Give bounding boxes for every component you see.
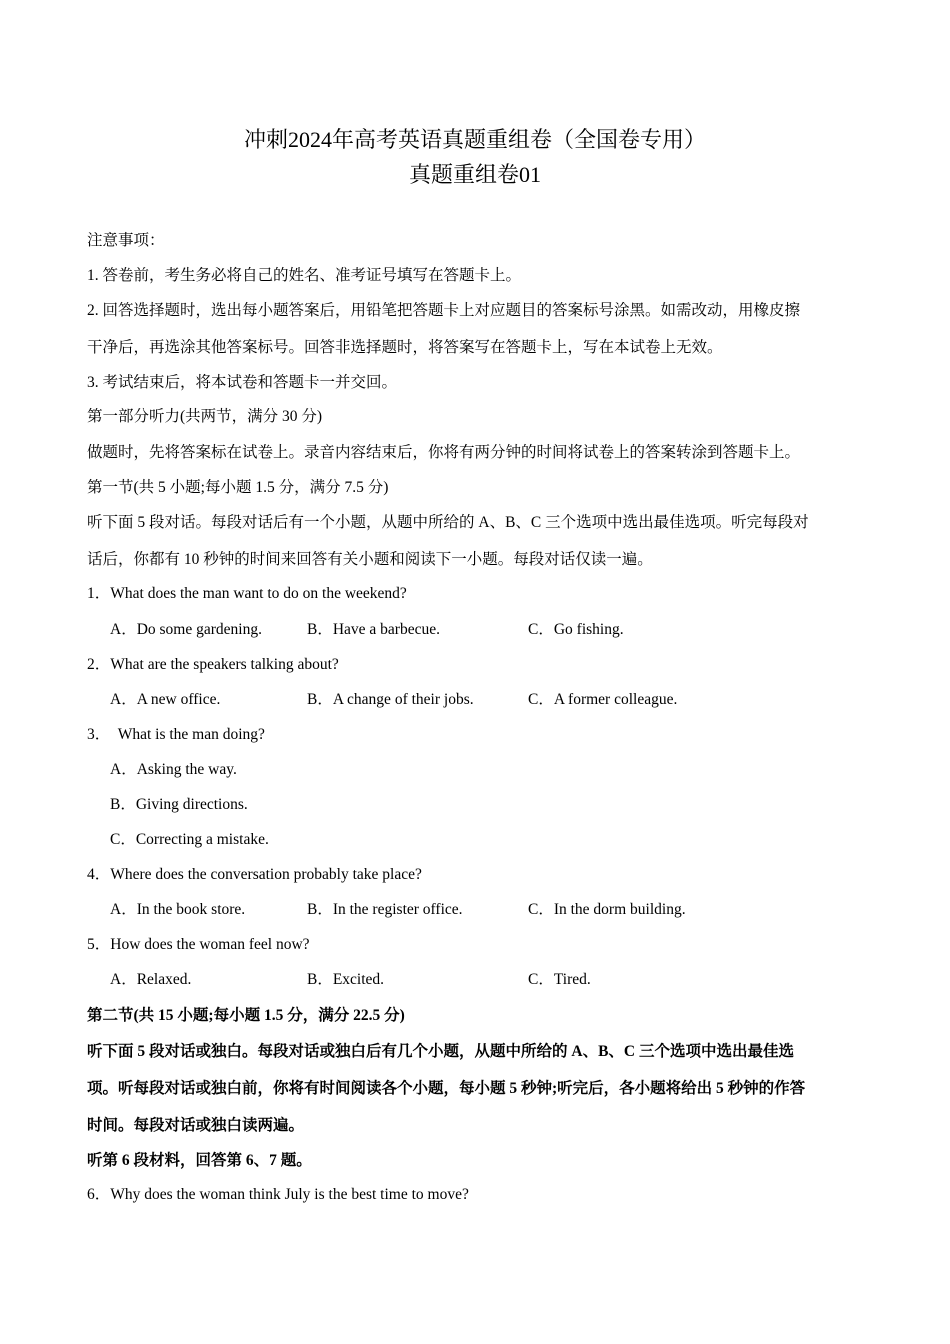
question-3-stem: 3． What is the man doing?: [87, 726, 265, 743]
notice-item-2-line2: 干净后，再选涂其他答案标号。回答非选择题时，将答案写在答题卡上，写在本试卷上无效。: [87, 339, 723, 356]
section1-heading: 第一节(共 5 小题;每小题 1.5 分，满分 7.5 分): [87, 479, 389, 496]
section2-heading: 第二节(共 15 小题;每小题 1.5 分，满分 22.5 分): [87, 1007, 405, 1024]
notice-item-2-line1: 2. 回答选择题时，选出每小题答案后，用铅笔把答题卡上对应题目的答案标号涂黑。如需改动，用橡皮擦: [87, 302, 801, 319]
question-4-stem: 4．Where does the conversation probably take place?: [87, 866, 422, 883]
question-2-option-a: A．A new office.: [110, 691, 221, 708]
question-5-stem: 5．How does the woman feel now?: [87, 936, 310, 953]
section1-instruction-line1: 听下面 5 段对话。每段对话后有一个小题，从题中所给的 A、B、C 三个选项中选出最佳选项。听完每段对: [87, 514, 809, 531]
question-2-option-b: B．A change of their jobs.: [307, 691, 474, 708]
question-3-option-c: C．Correcting a mistake.: [110, 831, 269, 848]
exam-title: 冲刺2024年高考英语真题重组卷（全国卷专用）: [243, 127, 706, 152]
notice-item-3: 3. 考试结束后，将本试卷和答题卡一并交回。: [87, 374, 398, 391]
question-1-option-c: C．Go fishing.: [528, 621, 624, 638]
question-5-option-b: B．Excited.: [307, 971, 385, 988]
part1-instruction: 做题时，先将答案标在试卷上。录音内容结束后，你将有两分钟的时间将试卷上的答案转涂到答题卡上。: [87, 444, 801, 461]
material-6-heading: 听第 6 段材料，回答第 6、7 题。: [87, 1152, 312, 1169]
question-1-stem: 1．What does the man want to do on the weekend?: [87, 585, 407, 602]
question-5-option-c: C．Tired.: [528, 971, 591, 988]
question-2-stem: 2．What are the speakers talking about?: [87, 656, 339, 673]
question-3-option-a: A．Asking the way.: [110, 761, 237, 778]
question-4-option-b: B．In the register office.: [307, 901, 463, 918]
notice-heading: 注意事项：: [87, 232, 165, 249]
section2-instruction-line2: 项。听每段对话或独白前，你将有时间阅读各个小题，每小题 5 秒钟;听完后，各小题将给出 5 秒钟的作答: [87, 1080, 806, 1097]
section2-instruction-line3: 时间。每段对话或独白读两遍。: [87, 1117, 305, 1134]
question-4-option-c: C．In the dorm building.: [528, 901, 686, 918]
question-6-stem: 6．Why does the woman think July is the best time to move?: [87, 1186, 469, 1203]
notice-item-1: 1. 答卷前，考生务必将自己的姓名、准考证号填写在答题卡上。: [87, 267, 522, 284]
question-5-option-a: A．Relaxed.: [110, 971, 192, 988]
section1-instruction-line2: 话后，你都有 10 秒钟的时间来回答有关小题和阅读下一小题。每段对话仅读一遍。: [87, 551, 653, 568]
question-1-option-b: B．Have a barbecue.: [307, 621, 440, 638]
question-2-option-c: C．A former colleague.: [528, 691, 678, 708]
question-3-option-b: B．Giving directions.: [110, 796, 248, 813]
question-4-option-a: A．In the book store.: [110, 901, 246, 918]
section2-instruction-line1: 听下面 5 段对话或独白。每段对话或独白后有几个小题，从题中所给的 A、B、C 三个选项中选出最佳选: [87, 1043, 794, 1060]
question-1-option-a: A．Do some gardening.: [110, 621, 262, 638]
exam-subtitle: 真题重组卷01: [408, 162, 541, 187]
part1-heading: 第一部分听力(共两节，满分 30 分): [87, 408, 323, 425]
